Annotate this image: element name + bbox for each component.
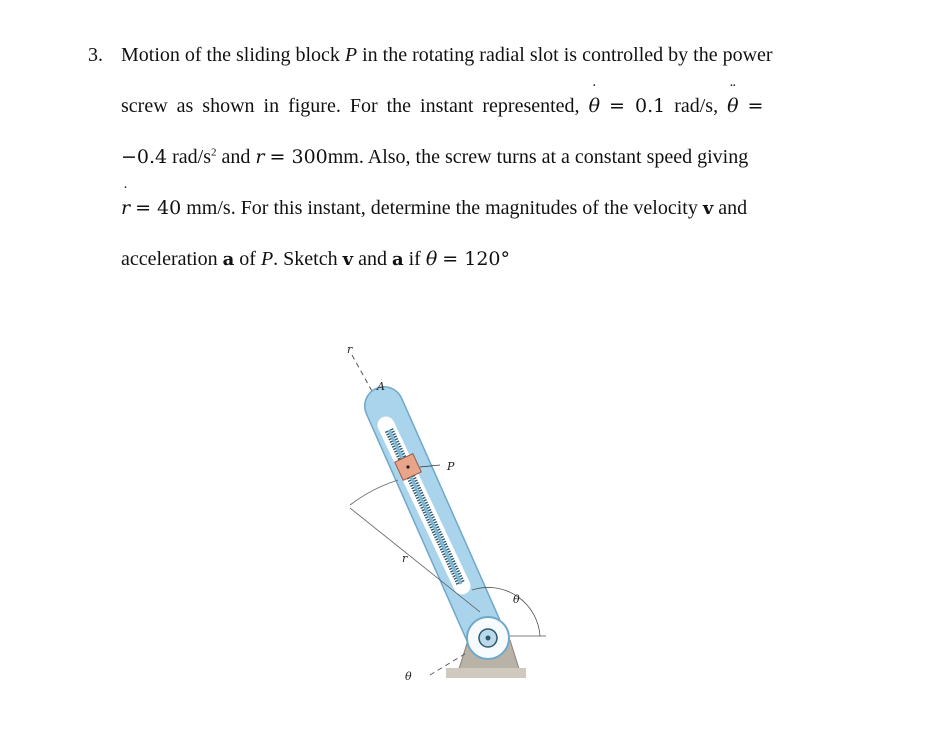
label-r-mid: r: [402, 552, 408, 565]
problem-line-2: screw as shown in figure. For the instant represented, ˙ θ = 0.1 rad/s, ¨ θ =: [121, 82, 764, 117]
label-theta-bottom: θ: [405, 670, 412, 683]
r-arc: [350, 480, 398, 505]
problem-line-5: acceleration a of P. Sketch v and a if θ = 120°: [121, 248, 511, 270]
pivot-pin: [486, 636, 491, 641]
label-r-top: r: [347, 343, 353, 356]
ground: [446, 668, 526, 678]
block-center: [406, 465, 409, 468]
label-theta-right: θ: [513, 593, 520, 606]
label-a: A: [377, 380, 385, 393]
problem-line-3: −0.4 rad/$s^2$ and r = 300mm. Also, the screw turns at a constant speed giving: [121, 146, 749, 168]
problem-number: 3.: [88, 44, 103, 66]
slot-mechanism-figure: [300, 330, 580, 700]
problem-line-4: ˙ r = 40 mm/s. For this instant, determine the magnitudes of the velocity v and: [121, 184, 748, 219]
label-p: P: [447, 460, 455, 473]
problem-line-1: Motion of the sliding block P in the rotating radial slot is controlled by the power: [121, 44, 773, 66]
